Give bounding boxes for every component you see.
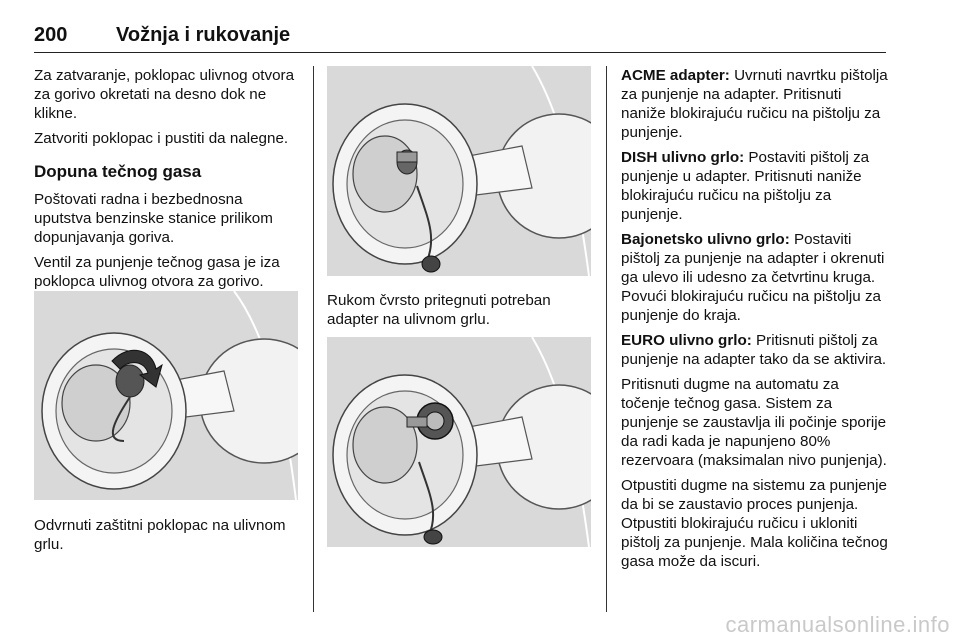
paragraph: Za zatvaranje, poklopac ulivnog otvora za gorivo okretati na desno dok ne klikne. — [34, 67, 295, 122]
column-left-caption — [34, 516, 300, 560]
section-heading: Dopuna tečnog gasa — [34, 162, 202, 181]
header-divider — [34, 52, 886, 53]
paragraph-dish — [621, 148, 889, 224]
term-label: Bajonetsko ulivno grlo: — [621, 231, 790, 248]
page-number: 200 — [34, 24, 68, 46]
paragraph-euro — [621, 331, 889, 369]
paragraph: Otpustiti dugme na sistemu za punjenje da bi se zaustavio proces punjenja. Otpustiti blokirajuću ručicu i ukloniti pištolj za punjenje. Mala količina tečnog gasa može da iscuri. — [621, 477, 888, 570]
column-left — [34, 66, 300, 297]
figure-fuel-cap-unscrew — [34, 291, 298, 500]
figure-adapter-screw — [327, 66, 591, 276]
column-right — [621, 66, 889, 577]
watermark: carmanualsonline.info — [725, 612, 950, 637]
paragraph: Zatvoriti poklopac i pustiti da nalegne. — [34, 130, 289, 147]
paragraph-acme — [621, 66, 889, 142]
term-text: Postaviti pištolj za punjenje na adapter i okrenuti ga ulevo ili udesno za četvrtinu kruga. Povući blokirajuću ručicu na pištolju za punjenje do kraja. — [621, 231, 885, 324]
column-middle — [327, 291, 595, 335]
paragraph: Poštovati radna i bezbednosna uputstva benzinske stanice prilikom dopunjavanja goriva. — [34, 191, 273, 246]
term-text: Uvrnuti navrtku pištolja za punjenje na adapter. Pritisnuti naniže blokirajuću ručicu na pištolju za punjenje. — [621, 67, 888, 141]
figure-caption: Rukom čvrsto pritegnuti potreban adapter na ulivnom grlu. — [327, 292, 551, 328]
term-label: EURO ulivno grlo: — [621, 332, 752, 349]
figure-adapter-tighten — [327, 337, 591, 547]
column-divider — [313, 66, 314, 612]
figure-caption: Odvrnuti zaštitni poklopac na ulivnom grlu. — [34, 517, 286, 553]
paragraph: Pritisnuti dugme na automatu za točenje tečnog gasa. Sistem za punjenje se zaustavlja ili počinje sporije da radi kada je napunjeno 80% rezervoara (maksimalan nivo punjenja). — [621, 376, 887, 469]
page-header — [34, 24, 886, 52]
paragraph: Ventil za punjenje tečnog gasa je iza poklopca ulivnog otvora za gorivo. — [34, 254, 280, 290]
chapter-title: Vožnja i rukovanje — [116, 24, 291, 46]
term-label: DISH ulivno grlo: — [621, 149, 745, 166]
paragraph-bajonet — [621, 230, 889, 325]
term-label: ACME adapter: — [621, 67, 730, 84]
column-divider — [606, 66, 607, 612]
term-text: Postaviti pištolj za punjenje u adapter. Pritisnuti naniže blokirajuću ručicu na pištolju za punjenje. — [621, 149, 870, 223]
term-text: Pritisnuti pištolj za punjenje na adapter tako da se aktivira. — [621, 332, 887, 368]
